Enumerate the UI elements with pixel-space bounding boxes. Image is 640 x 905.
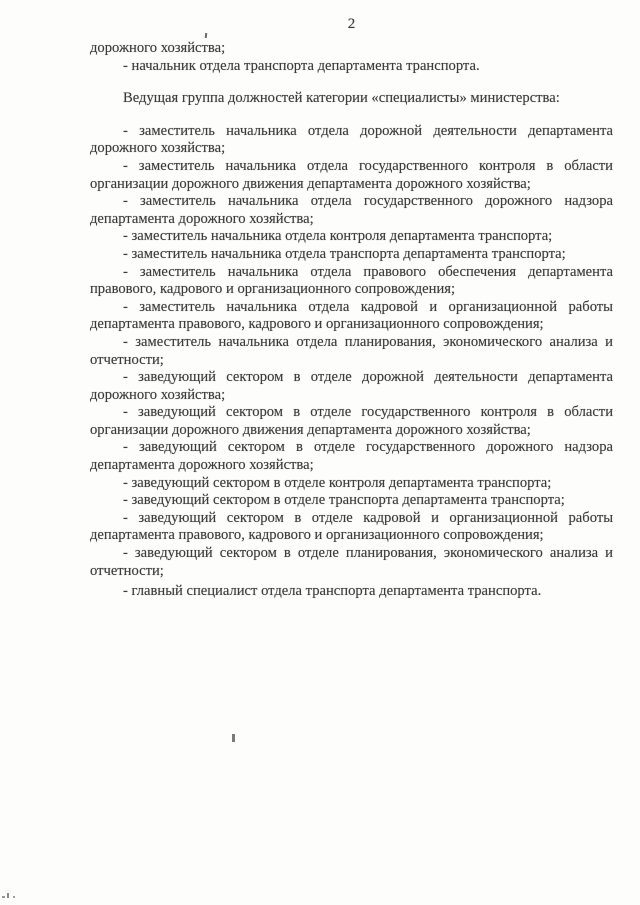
list-item: - заведующий сектором в отделе государственного контроля в области организации дорожного движения департамента дорожного хозяйства; xyxy=(90,404,613,438)
list-item: - заместитель начальника отдела контроля департамента транспорта; xyxy=(123,228,553,245)
list-item: - заведующий сектором в отделе планирования, экономического анализа и отчетности; xyxy=(90,545,613,579)
list-item: - заведующий сектором в отделе контроля департамента транспорта; xyxy=(123,474,552,491)
list-item: - заведующий сектором в отделе транспорта департамента транспорта; xyxy=(123,492,565,509)
list-item: - главный специалист отдела транспорта департамента транспорта. xyxy=(123,583,542,600)
scan-artifact xyxy=(205,33,208,38)
list-item: - заместитель начальника отдела кадровой и организационной работы департамента правового, кадрового и организационного сопровождения; xyxy=(90,298,613,333)
scan-artifact xyxy=(13,896,15,898)
scan-artifact xyxy=(232,734,235,742)
page-number: 2 xyxy=(347,16,356,32)
list-item: - заместитель начальника отдела транспорта департамента транспорта; xyxy=(123,245,566,262)
list-item: - заведующий сектором в отделе кадровой и организационной работы департамента правового, кадрового и организационного сопровождения; xyxy=(90,509,613,544)
list-item: - начальник отдела транспорта департамента транспорта. xyxy=(123,57,480,74)
list-item: - заместитель начальника отдела дорожной деятельности департамента дорожного хозяйства; xyxy=(90,122,613,157)
scan-artifact xyxy=(2,896,5,898)
scan-artifact xyxy=(7,893,9,898)
list-item: - заведующий сектором в отделе дорожной деятельности департамента дорожного хозяйства; xyxy=(90,369,613,403)
list-item: - заместитель начальника отдела государственного контроля в области организации дорожного движения департамента дорожного хозяйства; xyxy=(90,157,613,192)
list-item: - заместитель начальника отдела планирования, экономического анализа и отчетности; xyxy=(90,333,613,368)
list-item: - заместитель начальника отдела правового обеспечения департамента правового, кадрового и организационного сопровождения; xyxy=(90,263,613,298)
section-heading: Ведущая группа должностей категории «специалисты» министерства: xyxy=(123,90,560,107)
paragraph-continuation: дорожного хозяйства; xyxy=(90,40,226,56)
list-item: - заведующий сектором в отделе государственного дорожного надзора департамента дорожного хозяйства; xyxy=(90,439,613,474)
document-text-block xyxy=(90,40,613,601)
list-item: - заместитель начальника отдела государственного дорожного надзора департамента дорожного хозяйства; xyxy=(90,193,613,227)
